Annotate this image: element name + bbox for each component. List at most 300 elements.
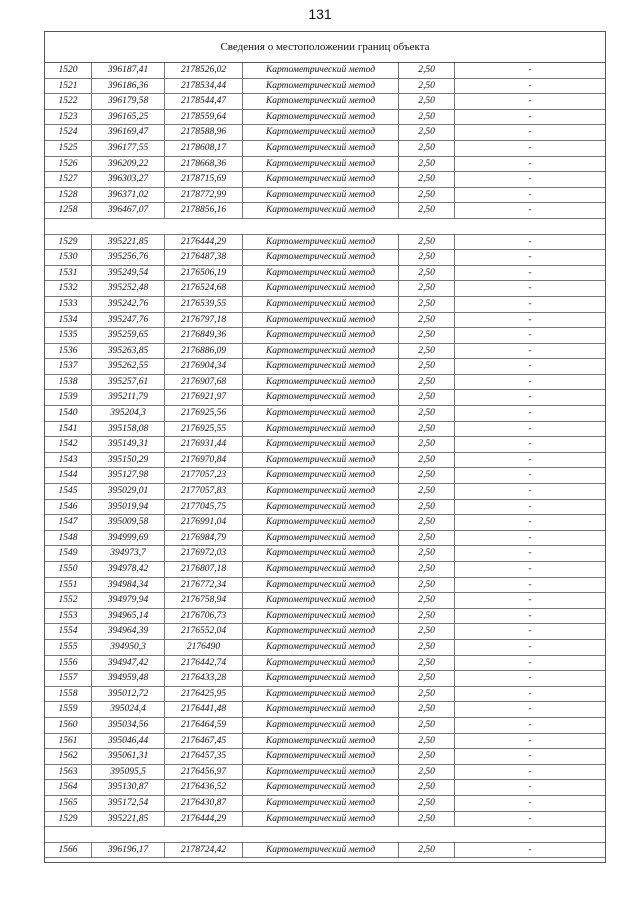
y-coordinate-cell: 2177057,83 <box>165 484 243 499</box>
note-cell: - <box>528 564 532 574</box>
y-coordinate-cell: 2178588,96 <box>165 125 243 140</box>
x-coordinate-cell: 394979,94 <box>92 593 165 608</box>
accuracy-cell: 2,50 <box>399 359 455 374</box>
note-cell: - <box>528 719 532 730</box>
y-coordinate-cell: 2178724,42 <box>165 843 243 858</box>
x-coordinate-cell: 394978,42 <box>92 562 165 577</box>
method-cell: Картометрический метод <box>243 718 399 733</box>
x-coordinate-cell: 396196,17 <box>92 843 165 858</box>
table-row <box>45 500 605 516</box>
method-cell: Картометрический метод <box>243 266 399 281</box>
accuracy-cell: 2,50 <box>399 437 455 452</box>
x-coordinate-cell: 395221,85 <box>92 235 165 250</box>
method-cell: Картометрический метод <box>243 110 399 125</box>
accuracy-cell: 2,50 <box>399 110 455 125</box>
table-title: Сведения о местоположении границ объекта <box>45 32 605 63</box>
accuracy-cell: 2,50 <box>399 468 455 483</box>
x-coordinate-cell: 395061,31 <box>92 749 165 764</box>
note-cell: - <box>528 548 532 559</box>
accuracy-cell: 2,50 <box>399 375 455 390</box>
point-number-cell: 1540 <box>45 406 92 421</box>
method-cell: Картометрический метод <box>243 313 399 328</box>
x-coordinate-cell: 395263,85 <box>92 344 165 359</box>
method-cell: Картометрический метод <box>243 671 399 686</box>
point-number-cell: 1564 <box>45 780 92 795</box>
y-coordinate-cell: 2176972,03 <box>165 546 243 561</box>
group-separator-row <box>45 827 605 843</box>
point-number-cell: 1552 <box>45 593 92 608</box>
x-coordinate-cell: 395257,61 <box>92 375 165 390</box>
y-coordinate-cell: 2176433,28 <box>165 671 243 686</box>
method-cell: Картометрический метод <box>243 235 399 250</box>
table-row <box>45 344 605 360</box>
x-coordinate-cell: 396209,22 <box>92 157 165 172</box>
x-coordinate-cell: 396186,36 <box>92 79 165 94</box>
y-coordinate-cell: 2176984,79 <box>165 531 243 546</box>
point-number-cell: 1549 <box>45 546 92 561</box>
y-coordinate-cell: 2176904,34 <box>165 359 243 374</box>
method-cell: Картометрический метод <box>243 172 399 187</box>
point-number-cell: 1559 <box>45 702 92 717</box>
accuracy-cell: 2,50 <box>399 390 455 405</box>
table-row <box>45 94 605 110</box>
note-cell: - <box>528 298 532 309</box>
method-cell: Картометрический метод <box>243 437 399 452</box>
table-row <box>45 313 605 329</box>
method-cell: Картометрический метод <box>243 406 399 421</box>
method-cell: Картометрический метод <box>243 79 399 94</box>
x-coordinate-cell: 394965,14 <box>92 609 165 624</box>
note-cell: - <box>528 641 532 652</box>
boundary-coordinates-table <box>44 31 606 863</box>
accuracy-cell: 2,50 <box>399 515 455 530</box>
accuracy-cell: 2,50 <box>399 578 455 593</box>
method-cell: Картометрический метод <box>243 203 399 218</box>
x-coordinate-cell: 395012,72 <box>92 687 165 702</box>
method-cell: Картометрический метод <box>243 297 399 312</box>
y-coordinate-cell: 2178668,36 <box>165 157 243 172</box>
x-coordinate-cell: 395242,76 <box>92 297 165 312</box>
point-number-cell: 1553 <box>45 609 92 624</box>
accuracy-cell: 2,50 <box>399 671 455 686</box>
table-row <box>45 328 605 344</box>
note-cell: - <box>528 252 532 263</box>
note-cell: - <box>528 626 532 637</box>
method-cell: Картометрический метод <box>243 546 399 561</box>
table-row <box>45 406 605 422</box>
point-number-cell: 1566 <box>45 843 92 858</box>
x-coordinate-cell: 395095,5 <box>92 765 165 780</box>
y-coordinate-cell: 2176849,36 <box>165 328 243 343</box>
method-cell: Картометрический метод <box>243 328 399 343</box>
accuracy-cell: 2,50 <box>399 328 455 343</box>
table-row <box>45 624 605 640</box>
x-coordinate-cell: 396169,47 <box>92 125 165 140</box>
accuracy-cell: 2,50 <box>399 125 455 140</box>
y-coordinate-cell: 2177057,23 <box>165 468 243 483</box>
point-number-cell: 1526 <box>45 157 92 172</box>
point-number-cell: 1560 <box>45 718 92 733</box>
x-coordinate-cell: 395204,3 <box>92 406 165 421</box>
x-coordinate-cell: 395262,55 <box>92 359 165 374</box>
method-cell: Картометрический метод <box>243 578 399 593</box>
point-number-cell: 1542 <box>45 437 92 452</box>
accuracy-cell: 2,50 <box>399 562 455 577</box>
x-coordinate-cell: 396177,55 <box>92 141 165 156</box>
note-cell: - <box>528 797 532 808</box>
accuracy-cell: 2,50 <box>399 203 455 218</box>
method-cell: Картометрический метод <box>243 734 399 749</box>
table-row <box>45 188 605 204</box>
y-coordinate-cell: 2176467,45 <box>165 734 243 749</box>
y-coordinate-cell: 2176425,95 <box>165 687 243 702</box>
method-cell: Картометрический метод <box>243 593 399 608</box>
note-cell: - <box>528 330 532 341</box>
point-number-cell: 1544 <box>45 468 92 483</box>
x-coordinate-cell: 394950,3 <box>92 640 165 655</box>
method-cell: Картометрический метод <box>243 515 399 530</box>
point-number-cell: 1537 <box>45 359 92 374</box>
table-row <box>45 796 605 812</box>
point-number-cell: 1535 <box>45 328 92 343</box>
point-number-cell: 1548 <box>45 531 92 546</box>
x-coordinate-cell: 394947,42 <box>92 656 165 671</box>
point-number-cell: 1530 <box>45 250 92 265</box>
accuracy-cell: 2,50 <box>399 609 455 624</box>
x-coordinate-cell: 396179,58 <box>92 94 165 109</box>
point-number-cell: 1536 <box>45 344 92 359</box>
point-number-cell: 1525 <box>45 141 92 156</box>
accuracy-cell: 2,50 <box>399 406 455 421</box>
note-cell: - <box>528 142 532 153</box>
method-cell: Картометрический метод <box>243 468 399 483</box>
note-cell: - <box>528 844 532 855</box>
point-number-cell: 1551 <box>45 578 92 593</box>
table-row <box>45 765 605 781</box>
x-coordinate-cell: 395252,48 <box>92 281 165 296</box>
note-cell: - <box>528 158 532 169</box>
method-cell: Картометрический метод <box>243 624 399 639</box>
point-number-cell: 1547 <box>45 515 92 530</box>
y-coordinate-cell: 2176430,87 <box>165 796 243 811</box>
method-cell: Картометрический метод <box>243 796 399 811</box>
note-cell: - <box>528 376 532 387</box>
method-cell: Картометрический метод <box>243 780 399 795</box>
accuracy-cell: 2,50 <box>399 500 455 515</box>
note-cell: - <box>528 517 532 528</box>
note-cell: - <box>528 813 532 824</box>
method-cell: Картометрический метод <box>243 390 399 405</box>
point-number-cell: 1258 <box>45 203 92 218</box>
note-cell: - <box>528 361 532 372</box>
accuracy-cell: 2,50 <box>399 640 455 655</box>
table-row <box>45 484 605 500</box>
y-coordinate-cell: 2176925,55 <box>165 422 243 437</box>
point-number-cell: 1531 <box>45 266 92 281</box>
accuracy-cell: 2,50 <box>399 734 455 749</box>
table-row <box>45 609 605 625</box>
x-coordinate-cell: 394964,39 <box>92 624 165 639</box>
table-row <box>45 141 605 157</box>
x-coordinate-cell: 395158,08 <box>92 422 165 437</box>
note-cell: - <box>528 80 532 91</box>
table-row <box>45 437 605 453</box>
method-cell: Картометрический метод <box>243 250 399 265</box>
accuracy-cell: 2,50 <box>399 687 455 702</box>
x-coordinate-cell: 395256,76 <box>92 250 165 265</box>
x-coordinate-cell: 394959,48 <box>92 671 165 686</box>
y-coordinate-cell: 2176772,34 <box>165 578 243 593</box>
x-coordinate-cell: 395211,79 <box>92 390 165 405</box>
accuracy-cell: 2,50 <box>399 250 455 265</box>
y-coordinate-cell: 2178772,99 <box>165 188 243 203</box>
table-row <box>45 578 605 594</box>
method-cell: Картометрический метод <box>243 562 399 577</box>
note-cell: - <box>528 688 532 699</box>
point-number-cell: 1539 <box>45 390 92 405</box>
y-coordinate-cell: 2176807,18 <box>165 562 243 577</box>
x-coordinate-cell: 395221,85 <box>92 812 165 827</box>
note-cell: - <box>528 174 532 185</box>
x-coordinate-cell: 395029,01 <box>92 484 165 499</box>
table-row <box>45 281 605 297</box>
point-number-cell: 1541 <box>45 422 92 437</box>
y-coordinate-cell: 2176539,55 <box>165 297 243 312</box>
y-coordinate-cell: 2178608,17 <box>165 141 243 156</box>
accuracy-cell: 2,50 <box>399 313 455 328</box>
x-coordinate-cell: 395130,87 <box>92 780 165 795</box>
table-row <box>45 157 605 173</box>
y-coordinate-cell: 2176797,18 <box>165 313 243 328</box>
method-cell: Картометрический метод <box>243 702 399 717</box>
x-coordinate-cell: 394999,69 <box>92 531 165 546</box>
table-row <box>45 453 605 469</box>
table-row <box>45 656 605 672</box>
method-cell: Картометрический метод <box>243 344 399 359</box>
method-cell: Картометрический метод <box>243 141 399 156</box>
accuracy-cell: 2,50 <box>399 79 455 94</box>
point-number-cell: 1523 <box>45 110 92 125</box>
point-number-cell: 1522 <box>45 94 92 109</box>
accuracy-cell: 2,50 <box>399 531 455 546</box>
y-coordinate-cell: 2176706,73 <box>165 609 243 624</box>
y-coordinate-cell: 2176925,56 <box>165 406 243 421</box>
y-coordinate-cell: 2176490 <box>165 640 243 655</box>
y-coordinate-cell: 2176487,38 <box>165 250 243 265</box>
table-row <box>45 546 605 562</box>
accuracy-cell: 2,50 <box>399 796 455 811</box>
y-coordinate-cell: 2178715,69 <box>165 172 243 187</box>
point-number-cell: 1543 <box>45 453 92 468</box>
note-cell: - <box>528 751 532 762</box>
table-row <box>45 359 605 375</box>
x-coordinate-cell: 395034,56 <box>92 718 165 733</box>
table-row <box>45 593 605 609</box>
y-coordinate-cell: 2176524,68 <box>165 281 243 296</box>
accuracy-cell: 2,50 <box>399 765 455 780</box>
table-row <box>45 749 605 765</box>
accuracy-cell: 2,50 <box>399 157 455 172</box>
table-row <box>45 390 605 406</box>
method-cell: Картометрический метод <box>243 531 399 546</box>
y-coordinate-cell: 2176921,97 <box>165 390 243 405</box>
accuracy-cell: 2,50 <box>399 172 455 187</box>
x-coordinate-cell: 395150,29 <box>92 453 165 468</box>
accuracy-cell: 2,50 <box>399 749 455 764</box>
accuracy-cell: 2,50 <box>399 484 455 499</box>
table-row <box>45 734 605 750</box>
point-number-cell: 1545 <box>45 484 92 499</box>
y-coordinate-cell: 2176886,09 <box>165 344 243 359</box>
table-row <box>45 63 605 79</box>
note-cell: - <box>528 454 532 465</box>
note-cell: - <box>528 766 532 777</box>
table-row <box>45 515 605 531</box>
x-coordinate-cell: 396467,07 <box>92 203 165 218</box>
point-number-cell: 1529 <box>45 235 92 250</box>
point-number-cell: 1521 <box>45 79 92 94</box>
point-number-cell: 1555 <box>45 640 92 655</box>
y-coordinate-cell: 2176444,29 <box>165 235 243 250</box>
point-number-cell: 1558 <box>45 687 92 702</box>
method-cell: Картометрический метод <box>243 484 399 499</box>
method-cell: Картометрический метод <box>243 453 399 468</box>
y-coordinate-cell: 2176456,97 <box>165 765 243 780</box>
y-coordinate-cell: 2176907,68 <box>165 375 243 390</box>
table-row <box>45 172 605 188</box>
note-cell: - <box>528 595 532 606</box>
table-row <box>45 780 605 796</box>
note-cell: - <box>528 205 532 216</box>
note-cell: - <box>528 392 532 403</box>
y-coordinate-cell: 2176441,48 <box>165 702 243 717</box>
note-cell: - <box>528 283 532 294</box>
y-coordinate-cell: 2178526,02 <box>165 63 243 78</box>
note-cell: - <box>528 735 532 746</box>
table-row <box>45 718 605 734</box>
accuracy-cell: 2,50 <box>399 718 455 733</box>
table-row <box>45 812 605 828</box>
x-coordinate-cell: 395046,44 <box>92 734 165 749</box>
method-cell: Картометрический метод <box>243 749 399 764</box>
table-row <box>45 250 605 266</box>
method-cell: Картометрический метод <box>243 125 399 140</box>
y-coordinate-cell: 2176506,19 <box>165 266 243 281</box>
y-coordinate-cell: 2176436,52 <box>165 780 243 795</box>
accuracy-cell: 2,50 <box>399 94 455 109</box>
note-cell: - <box>528 314 532 325</box>
x-coordinate-cell: 396187,41 <box>92 63 165 78</box>
method-cell: Картометрический метод <box>243 188 399 203</box>
table-row <box>45 687 605 703</box>
point-number-cell: 1534 <box>45 313 92 328</box>
y-coordinate-cell: 2176931,44 <box>165 437 243 452</box>
note-cell: - <box>528 532 532 543</box>
point-number-cell: 1533 <box>45 297 92 312</box>
table-row <box>45 110 605 126</box>
note-cell: - <box>528 657 532 668</box>
y-coordinate-cell: 2176758,94 <box>165 593 243 608</box>
accuracy-cell: 2,50 <box>399 344 455 359</box>
method-cell: Картометрический метод <box>243 640 399 655</box>
method-cell: Картометрический метод <box>243 281 399 296</box>
y-coordinate-cell: 2178544,47 <box>165 94 243 109</box>
note-cell: - <box>528 782 532 793</box>
note-cell: - <box>528 345 532 356</box>
note-cell: - <box>528 470 532 481</box>
method-cell: Картометрический метод <box>243 500 399 515</box>
x-coordinate-cell: 395127,98 <box>92 468 165 483</box>
table-row <box>45 125 605 141</box>
accuracy-cell: 2,50 <box>399 188 455 203</box>
point-number-cell: 1565 <box>45 796 92 811</box>
x-coordinate-cell: 395172,54 <box>92 796 165 811</box>
note-cell: - <box>528 439 532 450</box>
y-coordinate-cell: 2178534,44 <box>165 79 243 94</box>
table-row <box>45 562 605 578</box>
accuracy-cell: 2,50 <box>399 453 455 468</box>
method-cell: Картометрический метод <box>243 63 399 78</box>
point-number-cell: 1529 <box>45 812 92 827</box>
note-cell: - <box>528 111 532 122</box>
method-cell: Картометрический метод <box>243 687 399 702</box>
method-cell: Картометрический метод <box>243 656 399 671</box>
note-cell: - <box>528 579 532 590</box>
accuracy-cell: 2,50 <box>399 422 455 437</box>
table-row <box>45 422 605 438</box>
y-coordinate-cell: 2176552,04 <box>165 624 243 639</box>
table-row <box>45 843 605 859</box>
table-body <box>45 63 605 858</box>
y-coordinate-cell: 2176444,29 <box>165 812 243 827</box>
note-cell: - <box>528 267 532 278</box>
point-number-cell: 1554 <box>45 624 92 639</box>
table-row <box>45 702 605 718</box>
accuracy-cell: 2,50 <box>399 546 455 561</box>
table-row <box>45 671 605 687</box>
accuracy-cell: 2,50 <box>399 702 455 717</box>
note-cell: - <box>528 610 532 621</box>
y-coordinate-cell: 2176991,04 <box>165 515 243 530</box>
method-cell: Картометрический метод <box>243 422 399 437</box>
group-separator-row <box>45 219 605 235</box>
point-number-cell: 1563 <box>45 765 92 780</box>
accuracy-cell: 2,50 <box>399 297 455 312</box>
x-coordinate-cell: 394973,7 <box>92 546 165 561</box>
point-number-cell: 1528 <box>45 188 92 203</box>
point-number-cell: 1561 <box>45 734 92 749</box>
accuracy-cell: 2,50 <box>399 235 455 250</box>
y-coordinate-cell: 2176970,84 <box>165 453 243 468</box>
page-number: 131 <box>308 6 332 22</box>
point-number-cell: 1524 <box>45 125 92 140</box>
x-coordinate-cell: 396165,25 <box>92 110 165 125</box>
x-coordinate-cell: 395009,58 <box>92 515 165 530</box>
table-row <box>45 297 605 313</box>
x-coordinate-cell: 396371,02 <box>92 188 165 203</box>
y-coordinate-cell: 2176457,35 <box>165 749 243 764</box>
note-cell: - <box>528 96 532 107</box>
table-row <box>45 203 605 219</box>
x-coordinate-cell: 396303,27 <box>92 172 165 187</box>
y-coordinate-cell: 2176464,59 <box>165 718 243 733</box>
x-coordinate-cell: 395024,4 <box>92 702 165 717</box>
point-number-cell: 1527 <box>45 172 92 187</box>
table-row <box>45 266 605 282</box>
accuracy-cell: 2,50 <box>399 266 455 281</box>
x-coordinate-cell: 395249,54 <box>92 266 165 281</box>
point-number-cell: 1557 <box>45 671 92 686</box>
